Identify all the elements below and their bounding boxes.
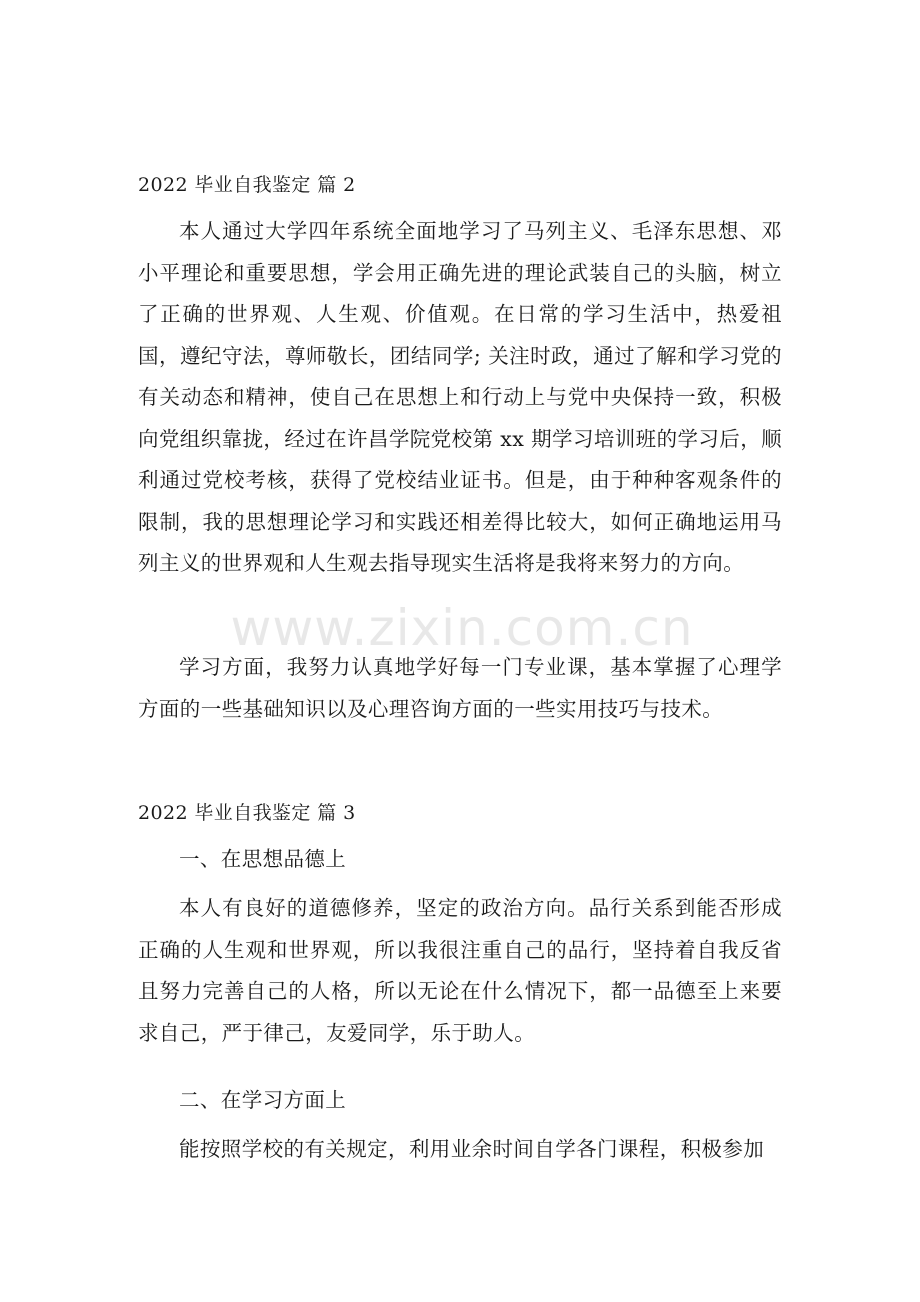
section-3-subheading-1: 一、在思想品德上 [179,847,347,871]
watermark: www.zixin.com.cn [230,599,694,657]
section-3-subheading-2: 二、在学习方面上 [179,1088,347,1112]
section-2-paragraph-2: 学习方面，我努力认真地学好每一门专业课，基本掌握了心理学方面的一些基础知识以及心理咨询方面的一些实用技巧与技术。 [138,655,782,721]
section-3-paragraph-2: 能按照学校的有关规定，利用业余时间自学各门课程，积极参加 [179,1137,765,1161]
section-2-paragraph-1: 本人通过大学四年系统全面地学习了马列主义、毛泽东思想、邓小平理论和重要思想，学会用正确先进的理论武装自己的头脑，树立了正确的世界观、人生观、价值观。在日常的学习生活中，热爱祖国，遵纪守法，尊师敬长，团结同学; 关注时政，通过了解和学习党的有关动态和精神，使自己在思想上和行动上与党中央保持一致，积极向党组织靠拢，经过在许昌学院党校第 xx 期学习培训班的学习后，顺利通过党校考核，获得了党校结业证书。但是，由于种种客观条件的限制，我的思想理论学习和实践还相差得比较大，如何正确地运用马列主义的世界观和人生观去指导现实生活将是我将来努力的方向。 [138,219,782,575]
section-2-heading: 2022 毕业自我鉴定 篇 2 [138,174,356,196]
section-3-heading: 2022 毕业自我鉴定 篇 3 [138,802,356,824]
section-3-paragraph-1: 本人有良好的道德修养，坚定的政治方向。品行关系到能否形成正确的人生观和世界观，所以我很注重自己的品行，坚持着自我反省且努力完善自己的人格，所以无论在什么情况下，都一品德至上来要求自己，严于律己，友爱同学，乐于助人。 [138,896,782,1045]
